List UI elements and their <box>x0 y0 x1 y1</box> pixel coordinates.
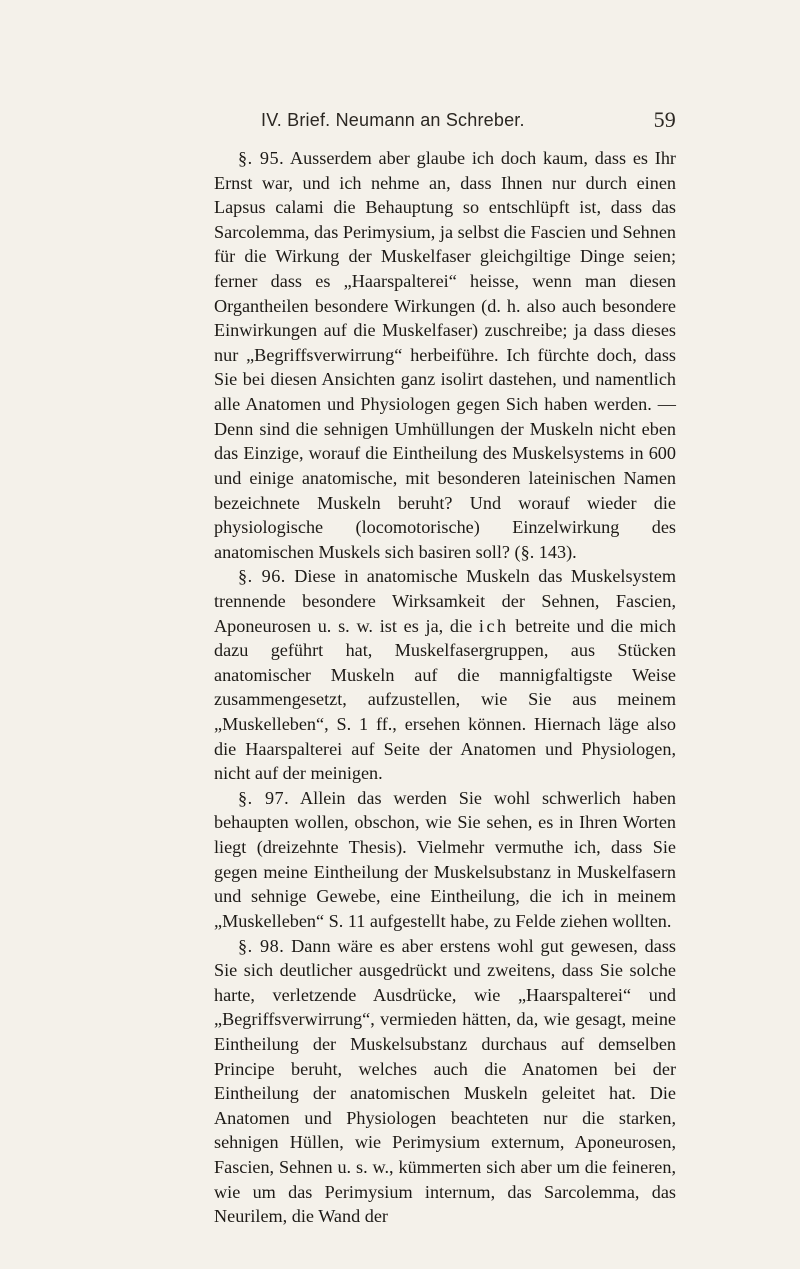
paragraph-text: Ausserdem aber glaube ich doch kaum, dass es Ihr Ernst war, und ich nehme an, dass Ihnen nur durch einen Lapsus calami die Behauptung so entschlüpft ist, dass das Sarcolemma, das Perimysium, ja selbst die Fascien und Sehnen für die Wirkung der Muskelfaser gleichgiltige Dinge seien; ferner dass es „Haarspalterei“ heisse, wenn man diesen Organtheilen besondere Wirkungen (d. h. also auch besondere Einwirkungen auf die Muskelfaser) zuschreibe; ja dass dieses nur „Begriffsverwirrung“ herbeiführe. Ich fürchte doch, dass Sie bei diesen Ansichten ganz isolirt dastehen, und namentlich alle Anatomen und Physiologen gegen Sich haben werden. — Denn sind die sehnigen Umhüllungen der Muskeln nicht eben das Einzige, worauf die Eintheilung des Muskelsystems in 600 und einige anatomische, mit besonderen lateinischen Namen bezeichnete Muskeln beruht? Und worauf wieder die physiologische (locomotorische) Einzelwirkung des anatomischen Muskels sich basiren soll? (§. 143). <box>214 148 676 562</box>
section-number: §. 96. <box>238 566 286 587</box>
section-number: §. 98. <box>238 935 285 956</box>
paragraph-96 <box>214 564 676 785</box>
section-number: §. 97. <box>238 787 290 808</box>
paragraph-98 <box>214 934 676 1229</box>
page-number: 59 <box>653 107 676 132</box>
body-text <box>214 146 676 1229</box>
running-header <box>214 107 676 140</box>
paragraph-text: Diese in anatomische Muskeln das Muskelsystem trennende besondere Wirksamkeit der Sehnen, Fascien, Aponeurosen u. s. w. ist es ja, die <box>214 566 676 636</box>
section-number: §. 95. <box>238 148 285 168</box>
paragraph-text: Allein das werden Sie wohl schwerlich haben behaupten wollen, obschon, wie Sie sehen, es in Ihren Worten liegt (dreizehnte Thesis). Vielmehr vermuthe ich, dass Sie gegen meine Eintheilung der Muskelsubstanz in Muskelfasern und sehnige Gewebe, eine Eintheilung, die ich in meinem „Muskelleben“ S. 11 aufgestellt habe, zu Felde ziehen wollten. <box>214 787 677 931</box>
running-head-title: IV. Brief. Neumann an Schreber. <box>261 110 525 130</box>
paragraph-text: Dann wäre es aber erstens wohl gut gewesen, dass Sie sich deutlicher ausgedrückt und zweitens, dass Sie solche harte, verletzende Ausdrücke, wie „Haarspalterei“ und „Begriffsverwirrung“, vermieden hätten, da, wie gesagt, meine Eintheilung der Muskelsubstanz durchaus auf demselben Principe beruht, welches auch die Anatomen bei der Eintheilung der anatomischen Muskeln geleitet hat. Die Anatomen und Physiologen beachteten nur die starken, sehnigen Hüllen, wie Perimysium externum, Aponeurosen, Fascien, Sehnen u. s. w., kümmerten sich aber um die feineren, wie um das Perimysium internum, das Sarcolemma, das Neurilem, die Wand der <box>214 935 677 1227</box>
emphasized-word: ich <box>478 615 509 636</box>
paragraph-text: betreite und die mich dazu geführt hat, Muskelfasergruppen, aus Stücken anatomischer Muskeln auf die mannigfaltigste Weise zusammengesetzt, aufzustellen, wie Sie aus meinem „Muskelleben“, S. 1 ff., ersehen können. Hiernach läge also die Haarspalterei auf Seite der Anatomen und Physiologen, nicht auf der meinigen. <box>214 615 677 784</box>
paragraph-97 <box>214 786 676 934</box>
paragraph-95 <box>214 146 676 564</box>
